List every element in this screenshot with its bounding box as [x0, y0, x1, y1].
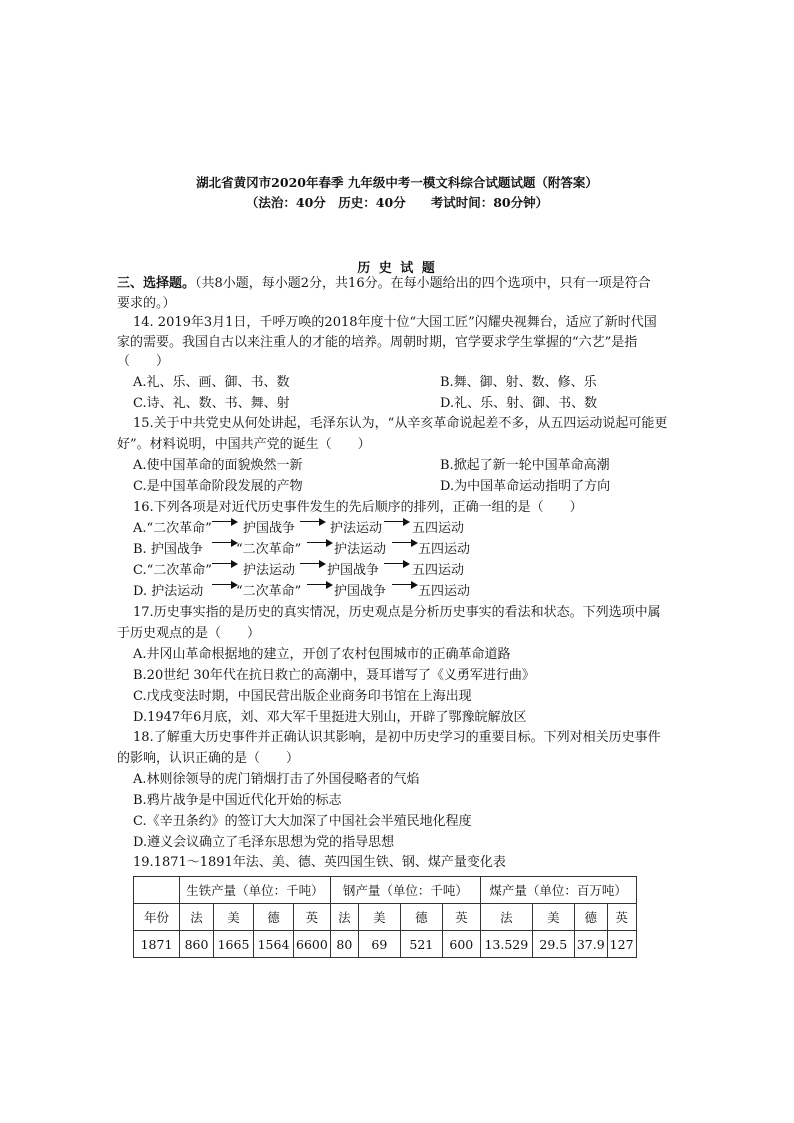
table-cell: 1871	[134, 931, 180, 958]
table-group-header: 煤产量（单位：百万吨）	[480, 877, 636, 904]
q16-option-c-arrow3	[384, 563, 408, 564]
table-cell: 37.9	[574, 931, 607, 958]
q15-stem-2: 好”。材料说明，中国共产党的诞生（ ）	[117, 437, 371, 452]
table-cell: 860	[180, 931, 214, 958]
table-row	[134, 931, 637, 958]
table-cell: 1665	[214, 931, 254, 958]
table-group-header: 钢产量（单位：千吨）	[330, 877, 480, 904]
q16-option-b-arrow1	[212, 542, 236, 543]
q17-option-c: C.戊戌变法时期，中国民营出版企业商务印书馆在上海出现	[133, 689, 472, 704]
table-country-cell: 德	[400, 904, 442, 931]
table-country-cell: 美	[214, 904, 254, 931]
table-country-cell: 美	[532, 904, 574, 931]
table-cell: 6600	[294, 931, 331, 958]
q15-stem-1: 15.关于中共党史从何处讲起，毛泽东认为，“从辛亥革命说起差不多，从五四运动说起可能更	[133, 416, 668, 431]
q16-option-b-item3: 护法运动	[334, 542, 387, 557]
q16-option-a-item4: 五四运动	[412, 521, 465, 536]
q16-option-c-item1: C.“二次革命”	[133, 563, 212, 578]
q16-option-d-item1: D. 护法运动	[133, 584, 204, 599]
table-group-header: 生铁产量（单位：千吨）	[180, 877, 331, 904]
q18-option-b: B.鸦片战争是中国近代化开始的标志	[133, 793, 342, 808]
table-country-cell: 德	[254, 904, 294, 931]
table-country-cell: 法	[330, 904, 358, 931]
table-country-row	[134, 904, 637, 931]
q16-option-c-item4: 五四运动	[412, 563, 465, 578]
q16-option-d-arrow3	[392, 584, 416, 585]
q14-option-c: C.诗、礼、数、书、舞、射	[133, 396, 290, 411]
q16-option-a-item2: 护国战争	[243, 521, 296, 536]
table-country-cell: 德	[574, 904, 607, 931]
table-year-label: 年份	[134, 904, 180, 931]
table-cell: 13.529	[480, 931, 532, 958]
q17-stem-2: 于历史观点的是（ ）	[117, 626, 261, 641]
q16-option-b-item1: B. 护国战争	[133, 542, 203, 557]
table-country-cell: 美	[358, 904, 400, 931]
q16-option-b-arrow2	[307, 542, 331, 543]
q16-option-a-arrow1	[212, 521, 236, 522]
table-country-cell: 英	[607, 904, 636, 931]
q16-stem-1: 16.下列各项是对近代历史事件发生的先后顺序的排列，正确一组的是（ ）	[133, 500, 583, 515]
table-cell: 600	[442, 931, 480, 958]
q14-stem-1: 14. 2019年3月1日，千呼万唤的2018年度十位“大国工匠”闪耀央视舞台，适应了新时代国	[133, 315, 657, 330]
table-corner-cell	[134, 877, 180, 904]
q15-option-d: D.为中国革命运动指明了方向	[440, 479, 611, 494]
q17-option-a: A.井冈山革命根据地的建立，开创了农村包围城市的正确革命道路	[133, 647, 511, 662]
q16-option-d-arrow2	[307, 584, 331, 585]
table-country-cell: 英	[442, 904, 480, 931]
table-country-cell: 英	[294, 904, 331, 931]
q14-option-b: B.舞、御、射、数、修、乐	[440, 375, 597, 390]
q16-option-a-item3: 护法运动	[330, 521, 383, 536]
instruction-text-cont: 要求的。）	[117, 296, 176, 311]
q16-option-c-arrow1	[212, 563, 236, 564]
table-cell: 29.5	[532, 931, 574, 958]
table-header-row	[134, 877, 637, 904]
q16-option-b-item2: “二次革命”	[236, 542, 302, 557]
q16-option-b-item4: 五四运动	[418, 542, 471, 557]
q18-stem-1: 18.了解重大历史事件并正确认识其影响，是初中历史学习的重要目标。下列对相关历史事件	[133, 730, 661, 745]
q15-option-c: C.是中国革命阶段发展的产物	[133, 479, 303, 494]
q14-stem-2: 家的需要。我国自古以来注重人的才能的培养。周朝时期，官学要求学生掌握的“六艺”是指	[117, 335, 638, 350]
q14-option-a: A.礼、乐、画、御、书、数	[133, 375, 290, 390]
table-cell: 127	[607, 931, 636, 958]
q16-option-c-arrow2	[300, 563, 324, 564]
production-table	[133, 876, 637, 958]
table-country-cell: 法	[180, 904, 214, 931]
q17-stem-1: 17.历史事实指的是历史的真实情况，历史观点是分析历史事实的看法和状态。下列选项中属	[133, 605, 661, 620]
q16-option-a-arrow3	[384, 521, 408, 522]
q18-stem-2: 的影响，认识正确的是（ ）	[117, 751, 300, 766]
q17-option-b: B.20世纪 30年代在抗日救亡的高潮中，聂耳谱写了《义勇军进行曲》	[133, 668, 535, 683]
q14-option-d: D.礼、乐、射、御、书、数	[440, 396, 598, 411]
q16-option-a-arrow2	[300, 521, 324, 522]
q14-stem-3: （ ）	[117, 354, 170, 369]
table-cell: 80	[330, 931, 358, 958]
q16-option-b-arrow3	[392, 542, 416, 543]
q17-option-d: D.1947年6月底，刘、邓大军千里挺进大别山，开辟了鄂豫皖解放区	[133, 710, 527, 725]
table-cell: 1564	[254, 931, 294, 958]
q18-option-c: C.《辛丑条约》的签订大大加深了中国社会半殖民地化程度	[133, 814, 472, 829]
document-subtitle: （法治：40分 历史：40分 考试时间：80分钟）	[245, 195, 549, 210]
q16-option-d-item2: “二次革命”	[236, 584, 302, 599]
document-title: 湖北省黄冈市2020年春季 九年级中考一模文科综合试题试题（附答案）	[196, 175, 598, 190]
q15-option-a: A.使中国革命的面貌焕然一新	[133, 458, 303, 473]
q18-option-a: A.林则徐领导的虎门销烟打击了外国侵略者的气焰	[133, 772, 420, 787]
q15-option-b: B.掀起了新一轮中国革命高潮	[440, 458, 610, 473]
q16-option-c-item2: 护法运动	[243, 563, 296, 578]
q18-option-d: D.遵义会议确立了毛泽东思想为党的指导思想	[133, 835, 395, 850]
q16-option-d-item4: 五四运动	[418, 584, 471, 599]
instruction-heading: 三、选择题。	[117, 276, 196, 291]
q16-option-c-item3: 护国战争	[327, 563, 380, 578]
instruction-text: （共8小题，每小题2分，共16分。在每小题给出的四个选项中，只有一项是符合	[195, 276, 651, 291]
q16-option-d-arrow1	[212, 584, 236, 585]
section-title: 历 史 试 题	[357, 261, 437, 276]
q16-option-a-item1: A.“二次革命”	[133, 521, 212, 536]
table-cell: 521	[400, 931, 442, 958]
table-cell: 69	[358, 931, 400, 958]
table-country-cell: 法	[480, 904, 532, 931]
q19-stem-1: 19.1871～1891年法、美、德、英四国生铁、钢、煤产量变化表	[133, 855, 506, 870]
q16-option-d-item3: 护国战争	[334, 584, 387, 599]
section-instruction	[117, 274, 651, 294]
